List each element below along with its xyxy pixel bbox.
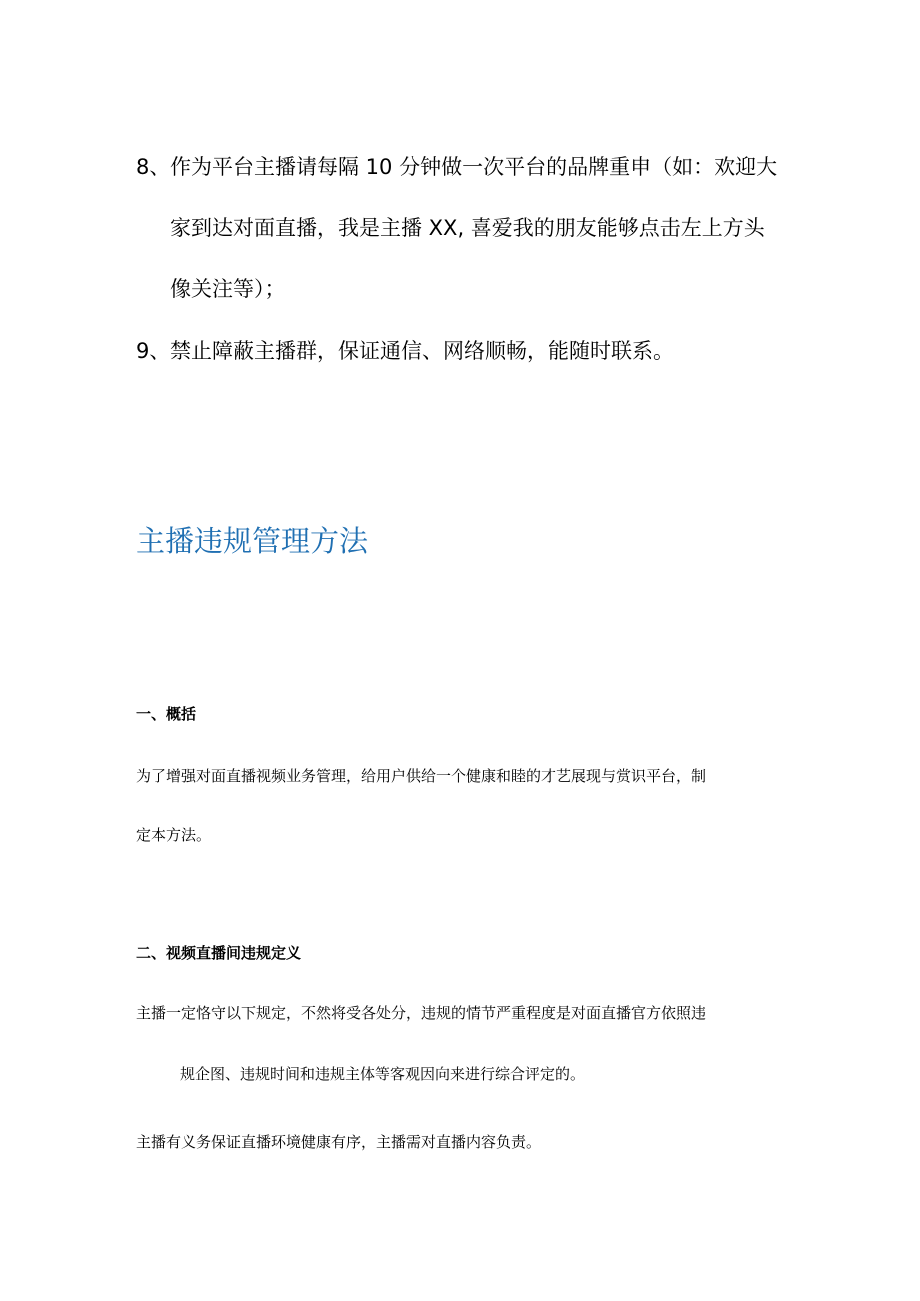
section-1-paragraph-line-2: 定本方法。 — [136, 826, 212, 844]
section-2-heading: 二、视频直播间违规定义 — [136, 944, 302, 962]
list-item-8-marker: 8、 — [136, 155, 171, 179]
section-2-paragraph-line-1: 主播一定恪守以下规定，不然将受各处分，违规的情节严重程度是对面直播官方依照违 — [136, 1004, 707, 1022]
section-1-paragraph-line-1: 为了增强对面直播视频业务管理，给用户供给一个健康和睦的才艺展现与赏识平台，制 — [136, 767, 707, 785]
list-item-8-line-1: 作为平台主播请每隔 10 分钟做一次平台的品牌重申（如：欢迎大 — [170, 155, 778, 179]
list-item-8-line-3: 像关注等）； — [170, 277, 286, 301]
section-2-paragraph-line-2: 规企图、违规时间和违规主体等客观因向来进行综合评定的。 — [180, 1065, 586, 1083]
list-item-9-line-1: 禁止障蔽主播群，保证通信、网络顺畅，能随时联系。 — [170, 339, 674, 363]
list-item-8-line-2: 家到达对面直播，我是主播 XX, 喜爱我的朋友能够点击左上方头 — [170, 216, 765, 240]
list-item-9-marker: 9、 — [136, 339, 171, 363]
section-1-heading: 一、概括 — [136, 705, 197, 723]
section-title: 主播违规管理方法 — [136, 524, 369, 558]
section-2-extra-paragraph: 主播有义务保证直播环境健康有序，主播需对直播内容负责。 — [136, 1133, 542, 1151]
